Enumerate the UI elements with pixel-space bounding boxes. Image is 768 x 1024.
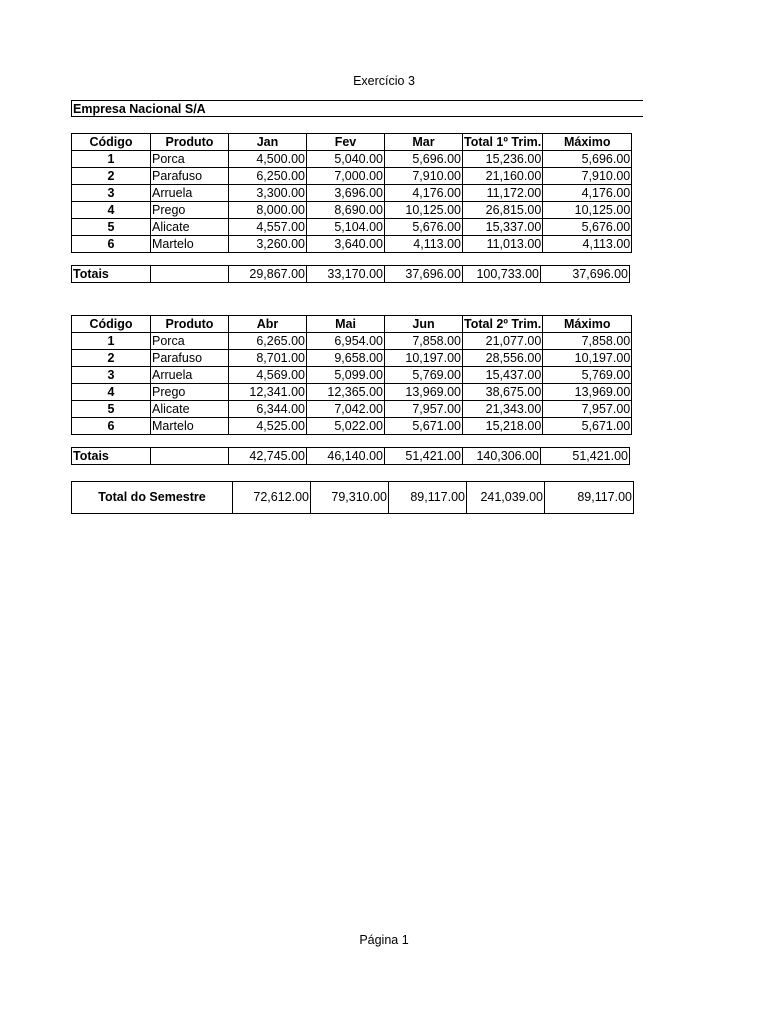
header-jun: Jun bbox=[385, 316, 463, 333]
header-produto: Produto bbox=[151, 134, 229, 151]
table-row bbox=[72, 418, 632, 435]
maximum-cell: 4,176.00 bbox=[543, 185, 632, 202]
maximum-cell: 5,696.00 bbox=[543, 151, 632, 168]
totals-empty-cell bbox=[151, 266, 229, 283]
maximum-cell: 10,197.00 bbox=[543, 350, 632, 367]
month-value-cell: 4,113.00 bbox=[385, 236, 463, 253]
product-name-cell: Prego bbox=[151, 202, 229, 219]
header-total-q2: Total 2º Trim. bbox=[464, 316, 542, 331]
table-row bbox=[72, 151, 632, 168]
month-value-cell: 5,769.00 bbox=[385, 367, 463, 384]
month-value-cell: 10,125.00 bbox=[385, 202, 463, 219]
month-value-cell: 5,696.00 bbox=[385, 151, 463, 168]
totals-label: Totais bbox=[72, 448, 151, 465]
quarter-total-cell: 21,343.00 bbox=[463, 401, 543, 418]
totals-cell: 37,696.00 bbox=[541, 266, 630, 283]
semester-total-label: Total do Semestre bbox=[72, 482, 233, 514]
table-row bbox=[72, 367, 632, 384]
q2-totals-table bbox=[71, 447, 630, 465]
totals-cell: 37,696.00 bbox=[385, 266, 463, 283]
maximum-cell: 5,676.00 bbox=[543, 219, 632, 236]
month-value-cell: 6,250.00 bbox=[229, 168, 307, 185]
header-total-q1: Total 1º Trim. bbox=[464, 134, 542, 149]
q2-body bbox=[72, 333, 632, 435]
header-maximo: Máximo bbox=[543, 134, 632, 151]
totals-cell: 33,170.00 bbox=[307, 266, 385, 283]
q1-totals-table bbox=[71, 265, 630, 283]
product-name-cell: Parafuso bbox=[151, 168, 229, 185]
maximum-cell: 13,969.00 bbox=[543, 384, 632, 401]
quarter-total-cell: 26,815.00 bbox=[463, 202, 543, 219]
product-code-cell: 3 bbox=[72, 367, 151, 384]
month-value-cell: 4,525.00 bbox=[229, 418, 307, 435]
month-value-cell: 6,344.00 bbox=[229, 401, 307, 418]
product-code-cell: 2 bbox=[72, 168, 151, 185]
product-code-cell: 4 bbox=[72, 384, 151, 401]
month-value-cell: 6,954.00 bbox=[307, 333, 385, 350]
month-value-cell: 8,701.00 bbox=[229, 350, 307, 367]
table-row bbox=[72, 219, 632, 236]
product-code-cell: 2 bbox=[72, 350, 151, 367]
product-code-cell: 1 bbox=[72, 151, 151, 168]
quarter-total-cell: 15,218.00 bbox=[463, 418, 543, 435]
month-value-cell: 3,260.00 bbox=[229, 236, 307, 253]
product-code-cell: 3 bbox=[72, 185, 151, 202]
table-row bbox=[72, 401, 632, 418]
totals-cell: 46,140.00 bbox=[307, 448, 385, 465]
header-codigo: Código bbox=[72, 316, 151, 333]
totals-cell: 29,867.00 bbox=[229, 266, 307, 283]
quarter-total-cell: 28,556.00 bbox=[463, 350, 543, 367]
month-value-cell: 6,265.00 bbox=[229, 333, 307, 350]
product-code-cell: 5 bbox=[72, 219, 151, 236]
semester-total-table bbox=[71, 481, 634, 514]
quarter-total-cell: 11,013.00 bbox=[463, 236, 543, 253]
header-produto: Produto bbox=[151, 316, 229, 333]
month-value-cell: 5,104.00 bbox=[307, 219, 385, 236]
totals-cell: 51,421.00 bbox=[385, 448, 463, 465]
header-jan: Jan bbox=[229, 134, 307, 151]
maximum-cell: 4,113.00 bbox=[543, 236, 632, 253]
month-value-cell: 4,500.00 bbox=[229, 151, 307, 168]
quarter-total-cell: 21,160.00 bbox=[463, 168, 543, 185]
quarter-total-cell: 21,077.00 bbox=[463, 333, 543, 350]
totals-cell: 51,421.00 bbox=[541, 448, 630, 465]
quarter-total-cell: 15,337.00 bbox=[463, 219, 543, 236]
month-value-cell: 7,957.00 bbox=[385, 401, 463, 418]
quarter-total-cell: 15,437.00 bbox=[463, 367, 543, 384]
product-name-cell: Arruela bbox=[151, 367, 229, 384]
month-value-cell: 3,696.00 bbox=[307, 185, 385, 202]
month-value-cell: 4,557.00 bbox=[229, 219, 307, 236]
month-value-cell: 7,042.00 bbox=[307, 401, 385, 418]
table-row bbox=[72, 168, 632, 185]
month-value-cell: 3,300.00 bbox=[229, 185, 307, 202]
product-name-cell: Martelo bbox=[151, 236, 229, 253]
q1-table bbox=[71, 133, 632, 253]
maximum-cell: 10,125.00 bbox=[543, 202, 632, 219]
maximum-cell: 5,671.00 bbox=[543, 418, 632, 435]
product-code-cell: 4 bbox=[72, 202, 151, 219]
product-name-cell: Alicate bbox=[151, 219, 229, 236]
totals-label: Totais bbox=[72, 266, 151, 283]
month-value-cell: 8,690.00 bbox=[307, 202, 385, 219]
month-value-cell: 13,969.00 bbox=[385, 384, 463, 401]
product-code-cell: 5 bbox=[72, 401, 151, 418]
month-value-cell: 4,176.00 bbox=[385, 185, 463, 202]
product-code-cell: 6 bbox=[72, 418, 151, 435]
product-code-cell: 6 bbox=[72, 236, 151, 253]
semester-total-cell: 89,117.00 bbox=[389, 482, 467, 514]
table-row bbox=[72, 185, 632, 202]
page-footer: Página 1 bbox=[359, 933, 409, 947]
month-value-cell: 3,640.00 bbox=[307, 236, 385, 253]
quarter-total-cell: 38,675.00 bbox=[463, 384, 543, 401]
month-value-cell: 7,858.00 bbox=[385, 333, 463, 350]
product-name-cell: Martelo bbox=[151, 418, 229, 435]
month-value-cell: 5,040.00 bbox=[307, 151, 385, 168]
q2-header-row bbox=[72, 316, 632, 333]
table-row bbox=[72, 384, 632, 401]
q1-header-row bbox=[72, 134, 632, 151]
month-value-cell: 8,000.00 bbox=[229, 202, 307, 219]
table-row bbox=[72, 202, 632, 219]
semester-total-cell: 89,117.00 bbox=[545, 482, 634, 514]
product-code-cell: 1 bbox=[72, 333, 151, 350]
totals-row bbox=[72, 448, 630, 465]
month-value-cell: 12,365.00 bbox=[307, 384, 385, 401]
totals-cell: 100,733.00 bbox=[463, 266, 541, 283]
header-codigo: Código bbox=[72, 134, 151, 151]
semester-total-row bbox=[72, 482, 634, 514]
maximum-cell: 7,957.00 bbox=[543, 401, 632, 418]
table-row bbox=[72, 236, 632, 253]
semester-total-cell: 72,612.00 bbox=[233, 482, 311, 514]
header-fev: Fev bbox=[307, 134, 385, 151]
q1-body bbox=[72, 151, 632, 253]
month-value-cell: 9,658.00 bbox=[307, 350, 385, 367]
q2-table bbox=[71, 315, 632, 435]
product-name-cell: Alicate bbox=[151, 401, 229, 418]
header-maximo: Máximo bbox=[543, 316, 632, 333]
product-name-cell: Arruela bbox=[151, 185, 229, 202]
maximum-cell: 7,910.00 bbox=[543, 168, 632, 185]
quarter-total-cell: 15,236.00 bbox=[463, 151, 543, 168]
maximum-cell: 5,769.00 bbox=[543, 367, 632, 384]
header-mai: Mai bbox=[307, 316, 385, 333]
table-row bbox=[72, 333, 632, 350]
page-header: Exercício 3 bbox=[353, 74, 415, 88]
month-value-cell: 4,569.00 bbox=[229, 367, 307, 384]
maximum-cell: 7,858.00 bbox=[543, 333, 632, 350]
month-value-cell: 7,910.00 bbox=[385, 168, 463, 185]
product-name-cell: Parafuso bbox=[151, 350, 229, 367]
month-value-cell: 5,099.00 bbox=[307, 367, 385, 384]
month-value-cell: 12,341.00 bbox=[229, 384, 307, 401]
quarter-total-cell: 11,172.00 bbox=[463, 185, 543, 202]
product-name-cell: Porca bbox=[151, 333, 229, 350]
totals-cell: 140,306.00 bbox=[463, 448, 541, 465]
product-name-cell: Prego bbox=[151, 384, 229, 401]
totals-row bbox=[72, 266, 630, 283]
totals-empty-cell bbox=[151, 448, 229, 465]
product-name-cell: Porca bbox=[151, 151, 229, 168]
header-mar: Mar bbox=[385, 134, 463, 151]
totals-cell: 42,745.00 bbox=[229, 448, 307, 465]
month-value-cell: 10,197.00 bbox=[385, 350, 463, 367]
semester-total-cell: 79,310.00 bbox=[311, 482, 389, 514]
company-name: Empresa Nacional S/A bbox=[71, 100, 643, 117]
month-value-cell: 5,676.00 bbox=[385, 219, 463, 236]
month-value-cell: 7,000.00 bbox=[307, 168, 385, 185]
month-value-cell: 5,671.00 bbox=[385, 418, 463, 435]
header-abr: Abr bbox=[229, 316, 307, 333]
table-row bbox=[72, 350, 632, 367]
month-value-cell: 5,022.00 bbox=[307, 418, 385, 435]
semester-total-cell: 241,039.00 bbox=[467, 482, 545, 514]
